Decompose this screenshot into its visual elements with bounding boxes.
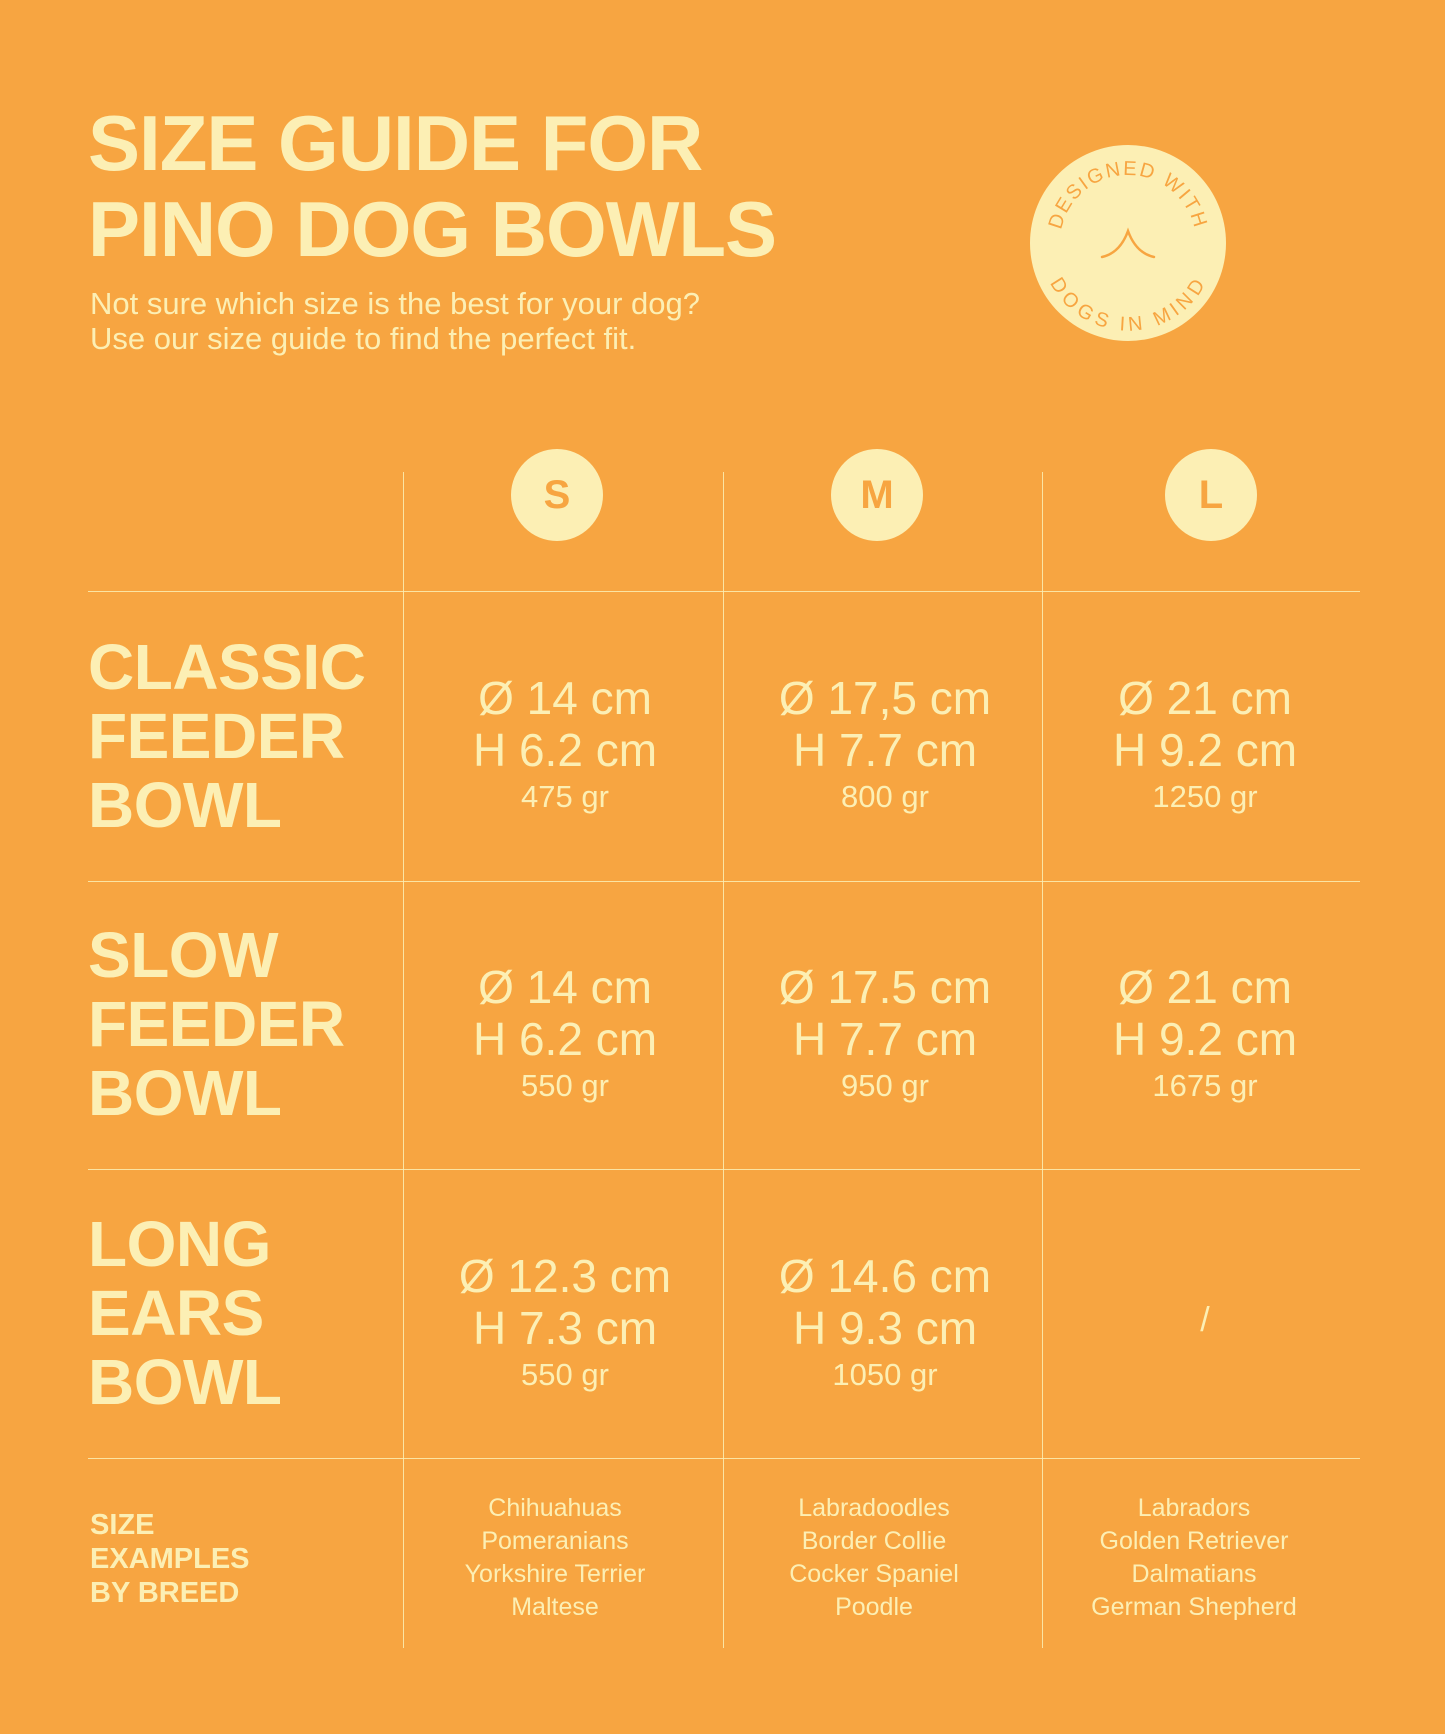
row-label-line: BOWL [88,1057,282,1129]
spec-cell [725,1250,1045,1394]
weight: 1050 gr [832,1357,938,1392]
height: H 7.7 cm [792,724,978,776]
spec-cell [1045,961,1365,1105]
row-label-line: EARS [88,1277,264,1349]
page-title [88,100,776,272]
breed-list-small [395,1492,715,1624]
height: H 6.2 cm [472,724,658,776]
height: H 7.3 cm [472,1302,658,1354]
title-line: SIZE GUIDE FOR [88,99,703,187]
not-available-mark: / [1200,1301,1210,1339]
size-m-badge: M [831,449,923,541]
row-label-line: LONG [88,1208,271,1280]
weight: 1675 gr [1152,1068,1258,1103]
title-line: PINO DOG BOWLS [88,185,776,273]
breed-item: Labradoodles [798,1494,950,1522]
spec-cell [1045,672,1365,816]
weight: 800 gr [841,779,929,814]
row-label-line: FEEDER [88,700,345,772]
breed-item: Golden Retriever [1099,1527,1289,1555]
diameter: Ø 14 cm [478,672,652,724]
diameter: Ø 14.6 cm [778,1250,992,1302]
grid-divider [88,881,1360,882]
height: H 9.3 cm [792,1302,978,1354]
subtitle-line: Not sure which size is the best for your dog? [90,286,700,321]
breed-label-line: SIZE [90,1509,155,1541]
row-label-line: BOWL [88,769,282,841]
grid-divider [88,1169,1360,1170]
breed-item: Pomeranians [481,1527,629,1555]
spec-cell [405,672,725,816]
breed-item: German Shepherd [1091,1593,1297,1621]
breed-item: Dalmatians [1131,1560,1257,1588]
diameter: Ø 21 cm [1118,672,1292,724]
weight: 550 gr [521,1068,609,1103]
grid-divider [88,591,1360,592]
height: H 6.2 cm [472,1013,658,1065]
weight: 550 gr [521,1357,609,1392]
diameter: Ø 12.3 cm [458,1250,672,1302]
weight: 475 gr [521,779,609,814]
spec-cell [725,672,1045,816]
badge-text-top: DESIGNED WITH [1044,157,1212,232]
height: H 9.2 cm [1112,1013,1298,1065]
diameter: Ø 17,5 cm [778,672,992,724]
breed-list-medium [714,1492,1034,1624]
row-label-line: SLOW [88,919,278,991]
row-label-line: FEEDER [88,988,345,1060]
breed-item: Maltese [511,1593,599,1621]
diameter: Ø 21 cm [1118,961,1292,1013]
diameter: Ø 14 cm [478,961,652,1013]
badge-text-bottom: DOGS IN MIND [1045,273,1211,336]
breed-label-line: BY BREED [90,1577,240,1609]
breed-list-large [1034,1492,1354,1624]
breed-label-line: EXAMPLES [90,1543,250,1575]
page-subtitle [90,286,700,356]
height: H 7.7 cm [792,1013,978,1065]
breed-item: Poodle [835,1593,913,1621]
subtitle-line: Use our size guide to find the perfect fit. [90,321,637,356]
row-label-slow-feeder-bowl [88,921,345,1128]
breed-item: Yorkshire Terrier [464,1560,646,1588]
breed-item: Cocker Spaniel [789,1560,959,1588]
weight: 1250 gr [1152,779,1258,814]
diameter: Ø 17.5 cm [778,961,992,1013]
size-s-badge: S [511,449,603,541]
spec-cell-not-available [1045,1300,1365,1340]
breed-item: Border Collie [801,1527,947,1555]
designed-with-dogs-in-mind-badge [1030,145,1226,341]
grid-divider [88,1458,1360,1459]
breed-item: Labradors [1137,1494,1251,1522]
weight: 950 gr [841,1068,929,1103]
breed-examples-label [90,1508,250,1610]
spec-cell [405,961,725,1105]
grid-divider [403,472,404,1648]
spec-cell [725,961,1045,1105]
row-label-line: BOWL [88,1346,282,1418]
breed-item: Chihuahuas [488,1494,622,1522]
spec-cell [405,1250,725,1394]
row-label-long-ears-bowl [88,1210,282,1417]
size-l-badge: L [1165,449,1257,541]
row-label-line: CLASSIC [88,631,366,703]
row-label-classic-feeder-bowl [88,633,365,840]
height: H 9.2 cm [1112,724,1298,776]
